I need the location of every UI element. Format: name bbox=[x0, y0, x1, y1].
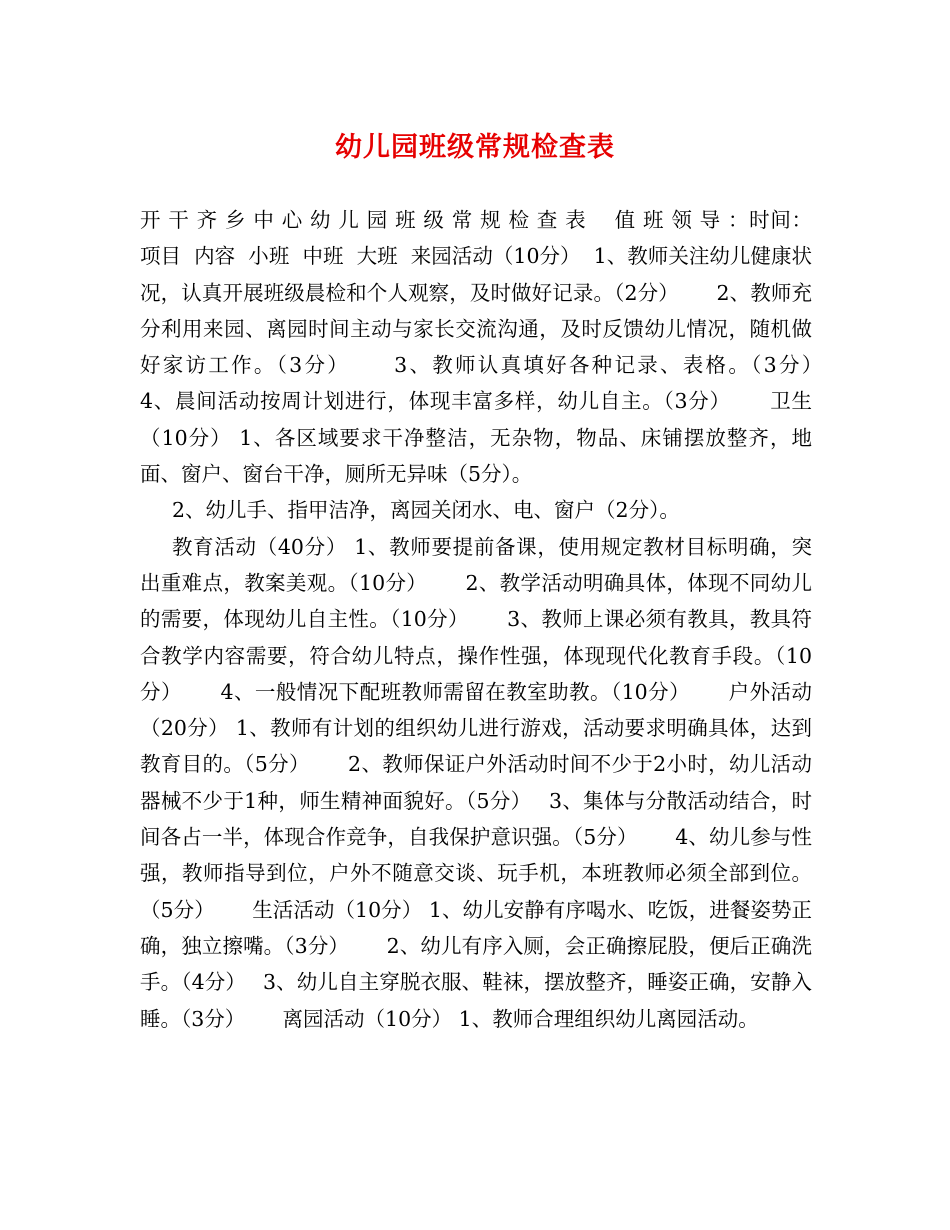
document-body bbox=[140, 202, 860, 1037]
paragraph-2: 2、幼儿手、指甲洁净，离园关闭水、电、窗户（2分）。 bbox=[172, 498, 680, 523]
paragraph-3: 教育活动（40分） 1、教师要提前备课，使用规定教材目标明确，突出重难点，教案美观。（10分） 2、教学活动明确具体，体现不同幼儿的需要，体现幼儿自主性。（10分） 3、教师上课必须有教具，教具符合教学内容需要，符合幼儿特点，操作性强，体现现代化教育手段。（10分） 4、一般情况下配班教师需留在教室助教。（10分） 户外活动（20分） 1、教师有计划的组织幼儿进行游戏，活动要求明确具体，达到教育目的。（5分） 2、教师保证户外活动时间不少于2小时，幼儿活动器械不少于1种，师生精神面貌好。（5分） 3、集体与分散活动结合，时间各占一半，体现合作竞争，自我保护意识强。（5分） 4、幼儿参与性强，教师指导到位，户外不随意交谈、玩手机，本班教师必须全部到位。（5分） 生活活动（10分） 1、幼儿安静有序喝水、吃饭，进餐姿势正确，独立擦嘴。（3分） 2、幼儿有序入厕，会正确擦屁股，便后正确洗手。（4分） 3、幼儿自主穿脱衣服、鞋袜，摆放整齐，睡姿正确，安静入睡。（3分） 离园活动（10分） 1、教师合理组织幼儿离园活动。 bbox=[140, 534, 812, 1031]
paragraph-1: 开 干 齐 乡 中 心 幼 儿 园 班 级 常 规 检 查 表 值 班 领 导 ：时间： 项目 内容 小班 中班 大班 来园活动（10分） 1、教师关注幼儿健康状况，认真开展班级晨检和个人观察，及时做好记录。（2分） 2、教师充分利用来园、离园时间主动与家长交流沟通，及时反馈幼儿情况，随机做好家访工作。（3分） 3、教师认真填好各种记录、表格。（3分） 4、晨间活动按周计划进行，体现丰富多样，幼儿自主。（3分） 卫生（10分） 1、各区域要求干净整洁，无杂物，物品、床铺摆放整齐，地面、窗户、窗台干净，厕所无异味（5分）。 bbox=[140, 208, 860, 487]
document-title: 幼儿园班级常规检查表 bbox=[335, 132, 615, 163]
